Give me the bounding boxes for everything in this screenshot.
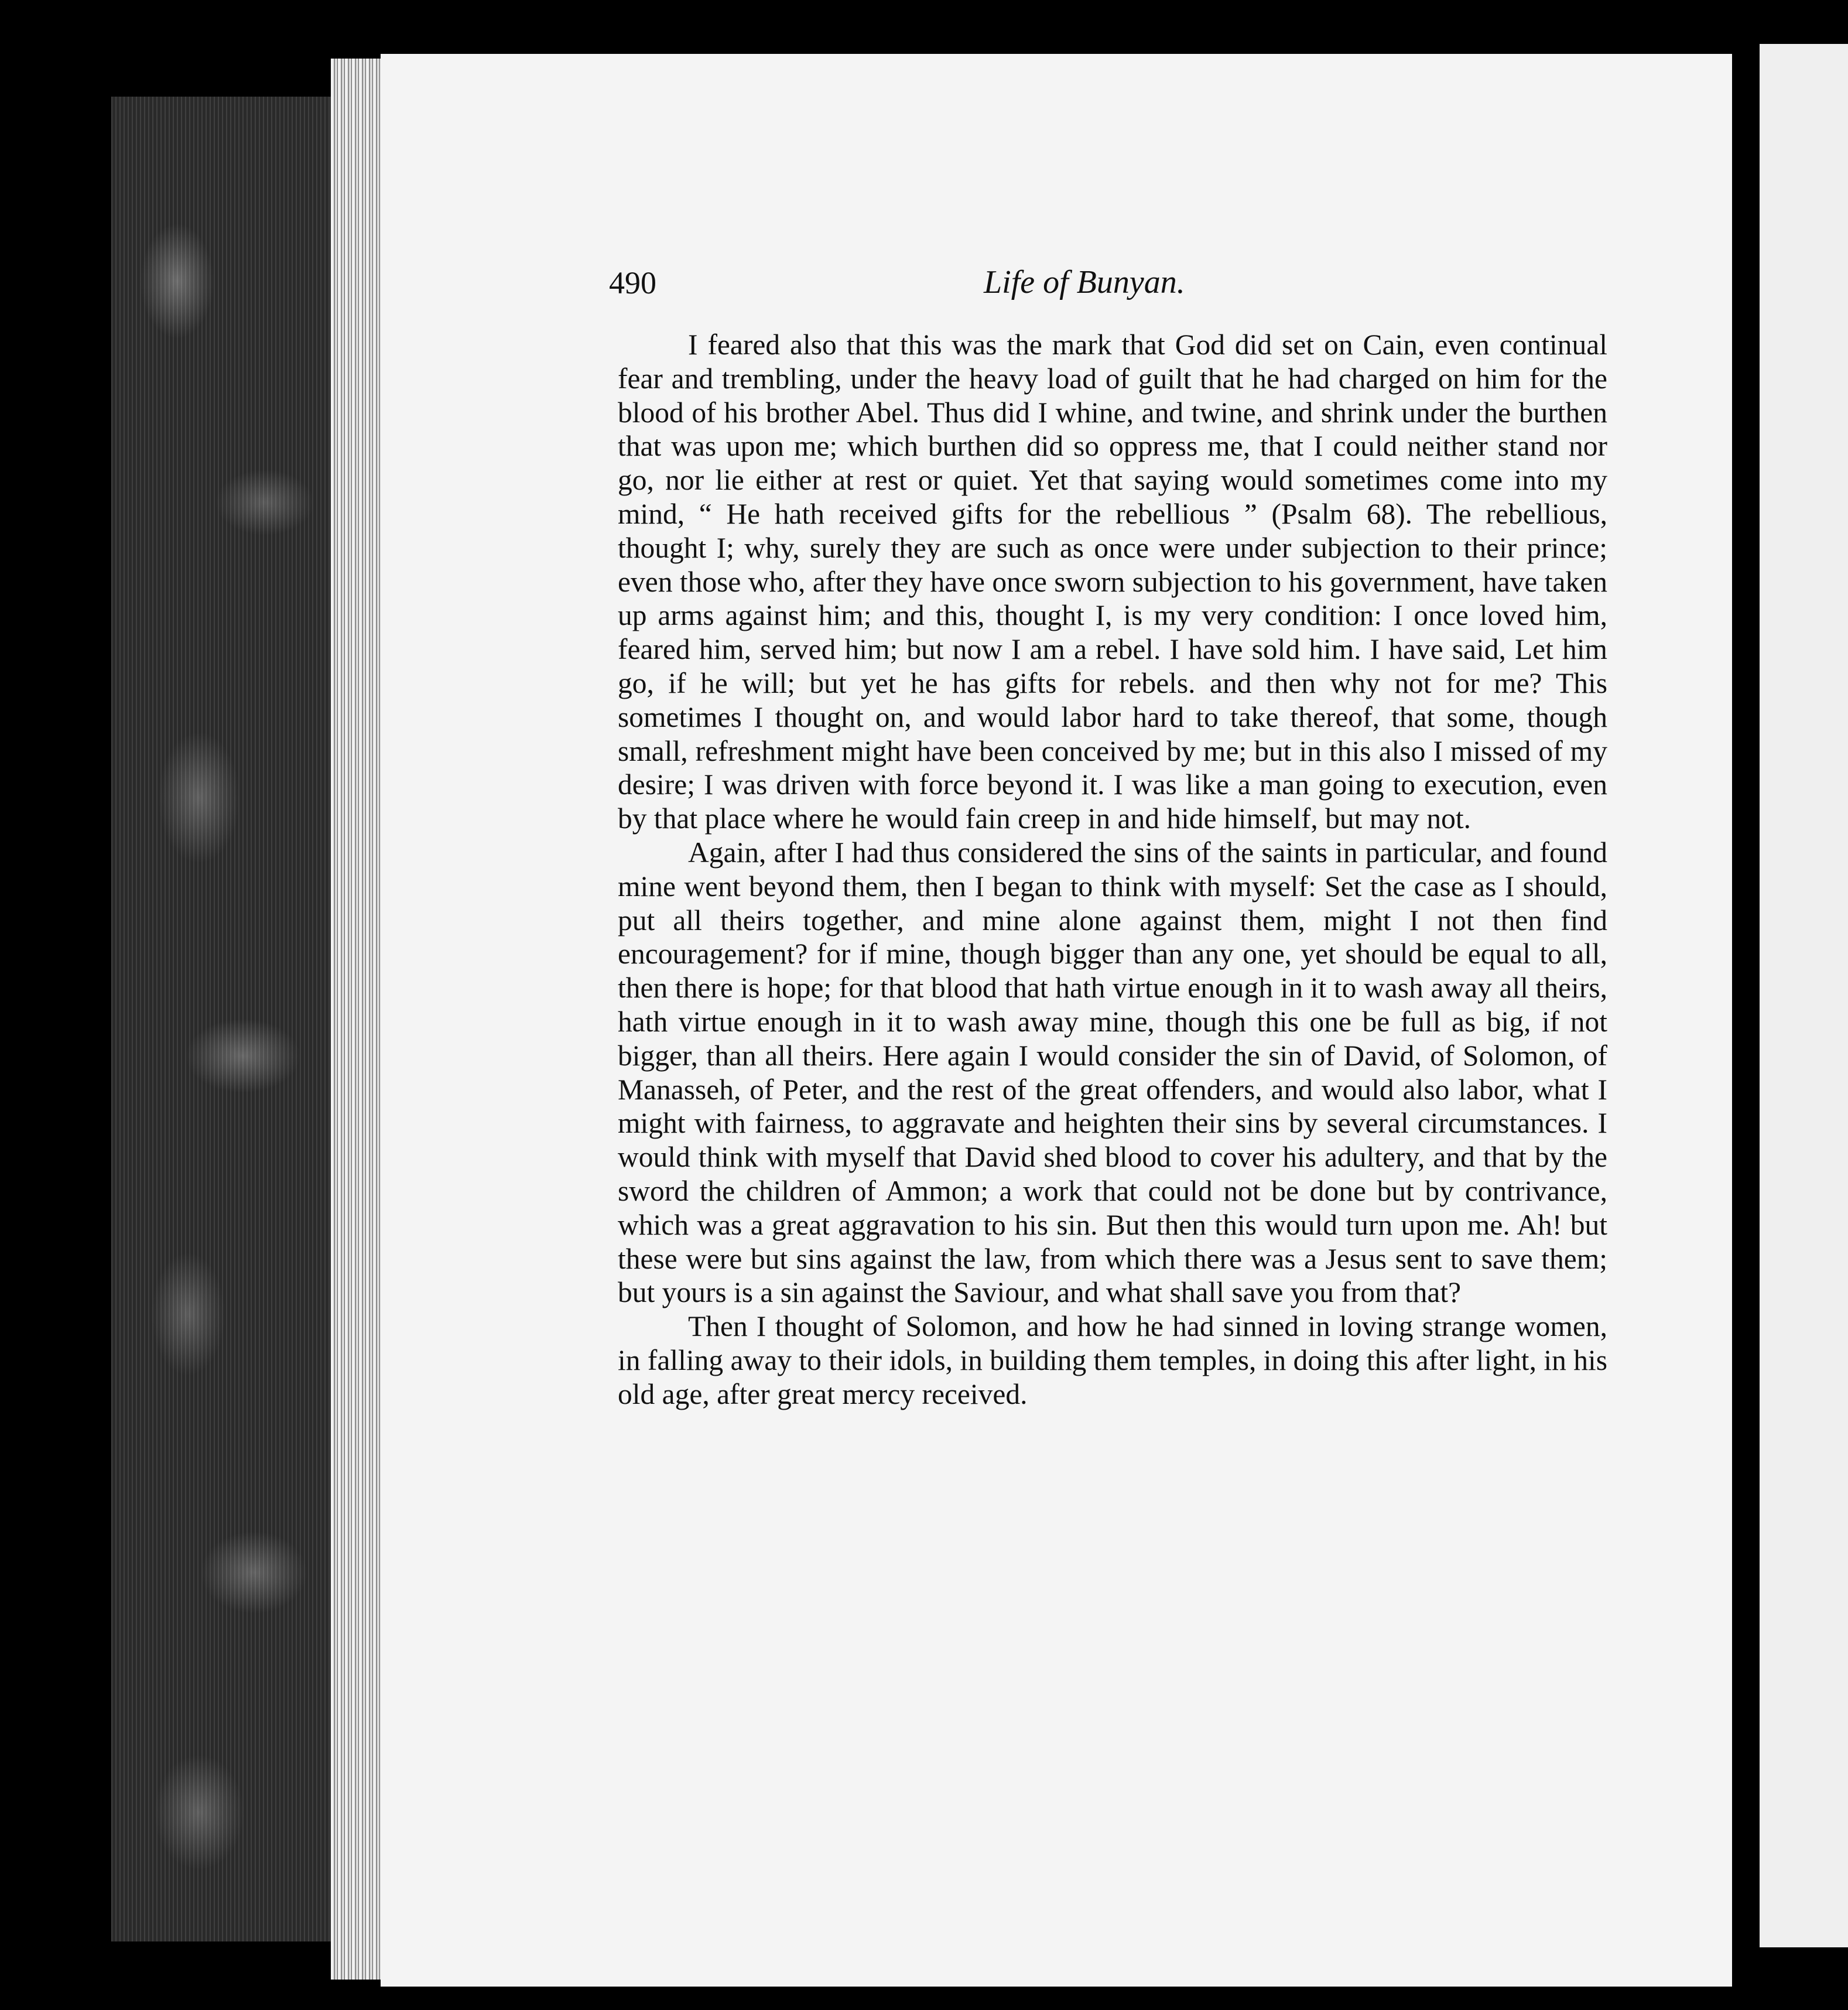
paragraph-1: I feared also that this was the mark that God did set on Cain, even continual fear and trembling, under the heavy load of guilt that he had charged on him for the blood of his brother Abel. Thus did I whine, and twine, and shrink under the burthen that was upon me; which burthen did so oppress me, that I could neither stand nor go, nor lie either at rest or quiet. Yet that saying would sometimes come into my mind, “ He hath received gifts for the rebellious ” (Psalm 68). The rebellious, thought I; why, surely they are such as once were under subjection to their prince; even those who, after they have once sworn subjection to his government, have taken up arms against him; and this, thought I, is my very condition: I once loved him, feared him, served him; but now I am a rebel. I have sold him. I have said, Let him go, if he will; but yet he has gifts for rebels. and then why not for me? This sometimes I thought on, and would labor hard to take thereof, that some, though small, refreshment might have been conceived by me; but in this also I missed of my desire; I was driven with force beyond it. I was like a man going to execution, even by that place where he would fain creep in and hide himself, but may not. (618, 329, 1607, 835)
running-head: Life of Bunyan. (984, 264, 1185, 300)
marbled-book-edge (111, 97, 331, 1941)
body-text (618, 328, 1607, 1411)
paragraph-2: Again, after I had thus considered the sins of the saints in particular, and found mine went beyond them, then I began to think with myself: Set the case as I should, put all theirs together, and mine alone against them, might I not then find encouragement? for if mine, though bigger than any one, yet should be equal to all, then there is hope; for that blood that hath virtue enough in it to wash away all theirs, hath virtue enough in it to wash away mine, though this one be full as big, if not bigger, than all theirs. Here again I would consider the sin of David, of Solomon, of Manasseh, of Peter, and the rest of the great offenders, and would also labor, what I might with fairness, to aggravate and heighten their sins by several circumstances. I would think with myself that David shed blood to cover his adultery, and that by the sword the children of Ammon; a work that could not be done but by contrivance, which was a great aggravation to his sin. But then this would turn upon me. Ah! but these were but sins against the law, from which there was a Jesus sent to save them; but yours is a sin against the Saviour, and what shall save you from that? (618, 836, 1607, 1309)
paragraph-3: Then I thought of Solomon, and how he had sinned in loving strange women, in falling away to their idols, in building them temples, in doing this after light, in his old age, after great mercy received. (618, 1310, 1607, 1410)
facing-page-edge (1760, 44, 1848, 1947)
page-number: 490 (609, 265, 656, 300)
page-edges (331, 59, 381, 1980)
